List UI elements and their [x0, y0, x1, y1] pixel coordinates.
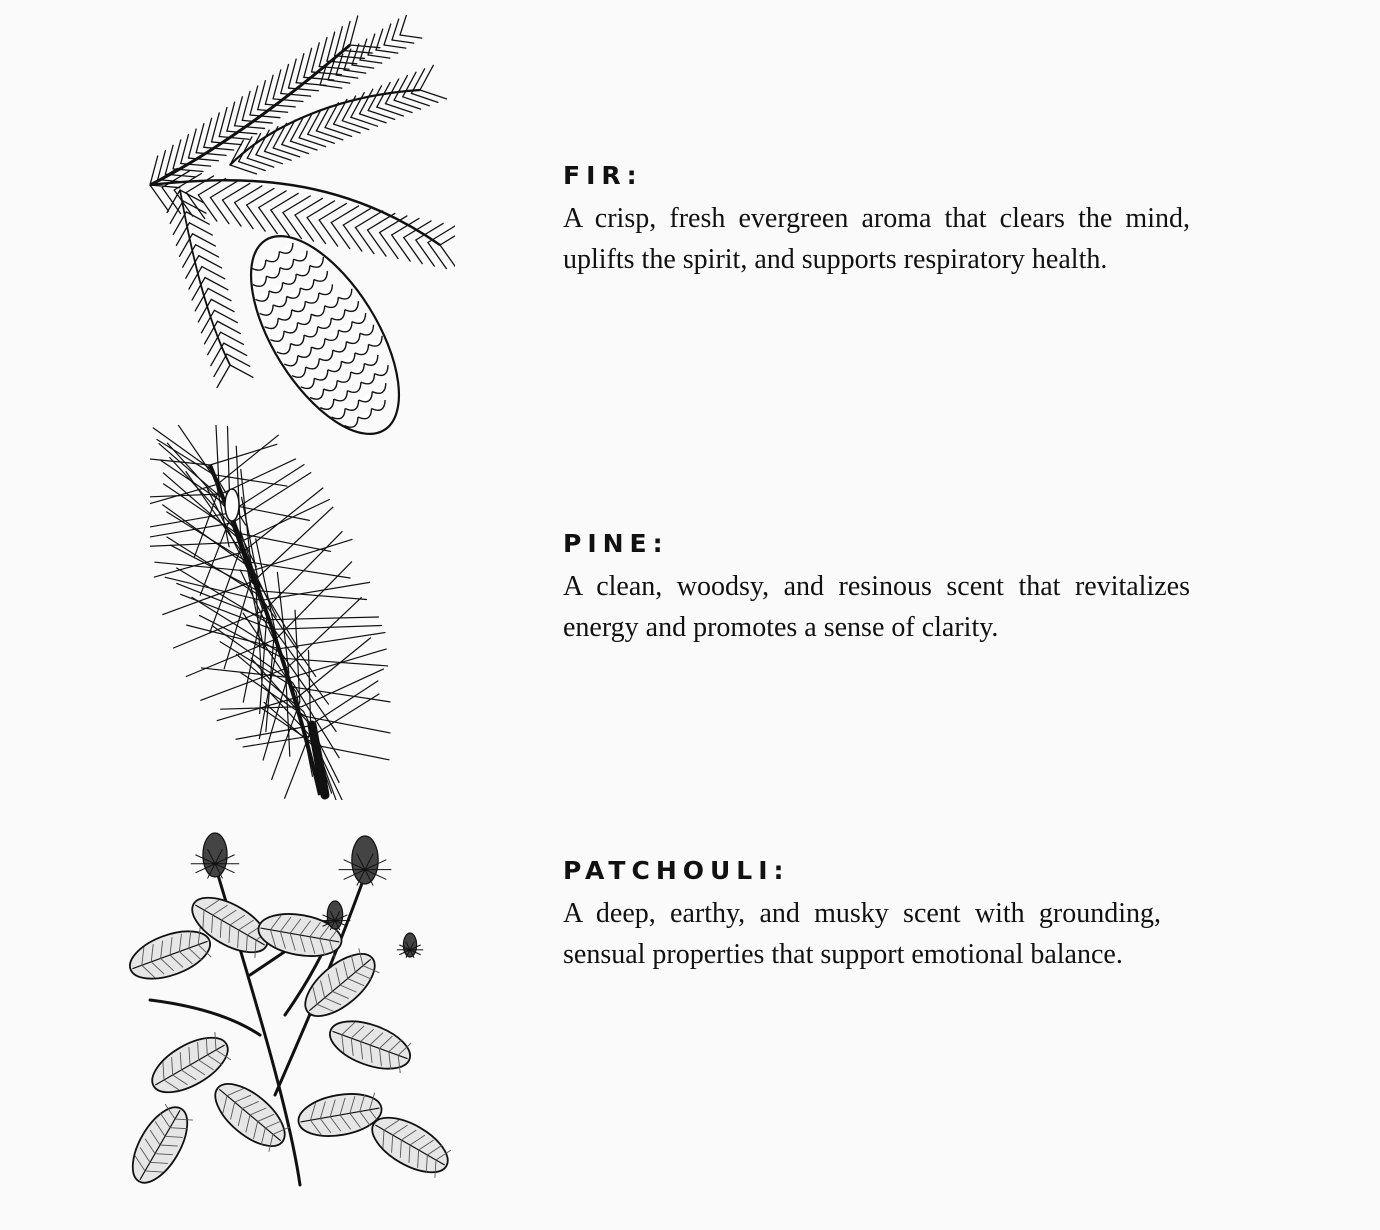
- pine-needle-branch-icon: [150, 425, 420, 800]
- fir-description: A crisp, fresh evergreen aroma that clears the mind, uplifts the spirit, and supports respiratory health.: [563, 203, 1190, 275]
- patchouli-title: PATCHOULI:: [563, 856, 790, 885]
- patchouli-entry: [563, 855, 1161, 975]
- pine-entry: [563, 528, 1190, 648]
- patchouli-plant-icon: [110, 815, 455, 1190]
- fir-title: FIR:: [563, 161, 643, 190]
- fir-entry: [563, 160, 1190, 280]
- fir-branch-with-cone-icon: [120, 15, 455, 450]
- pine-title: PINE:: [563, 529, 669, 558]
- pine-description: A clean, woodsy, and resinous scent that revitalizes energy and promotes a sense of clarity.: [563, 571, 1190, 643]
- patchouli-description: A deep, earthy, and musky scent with grounding, sensual properties that support emotional balance.: [563, 898, 1161, 970]
